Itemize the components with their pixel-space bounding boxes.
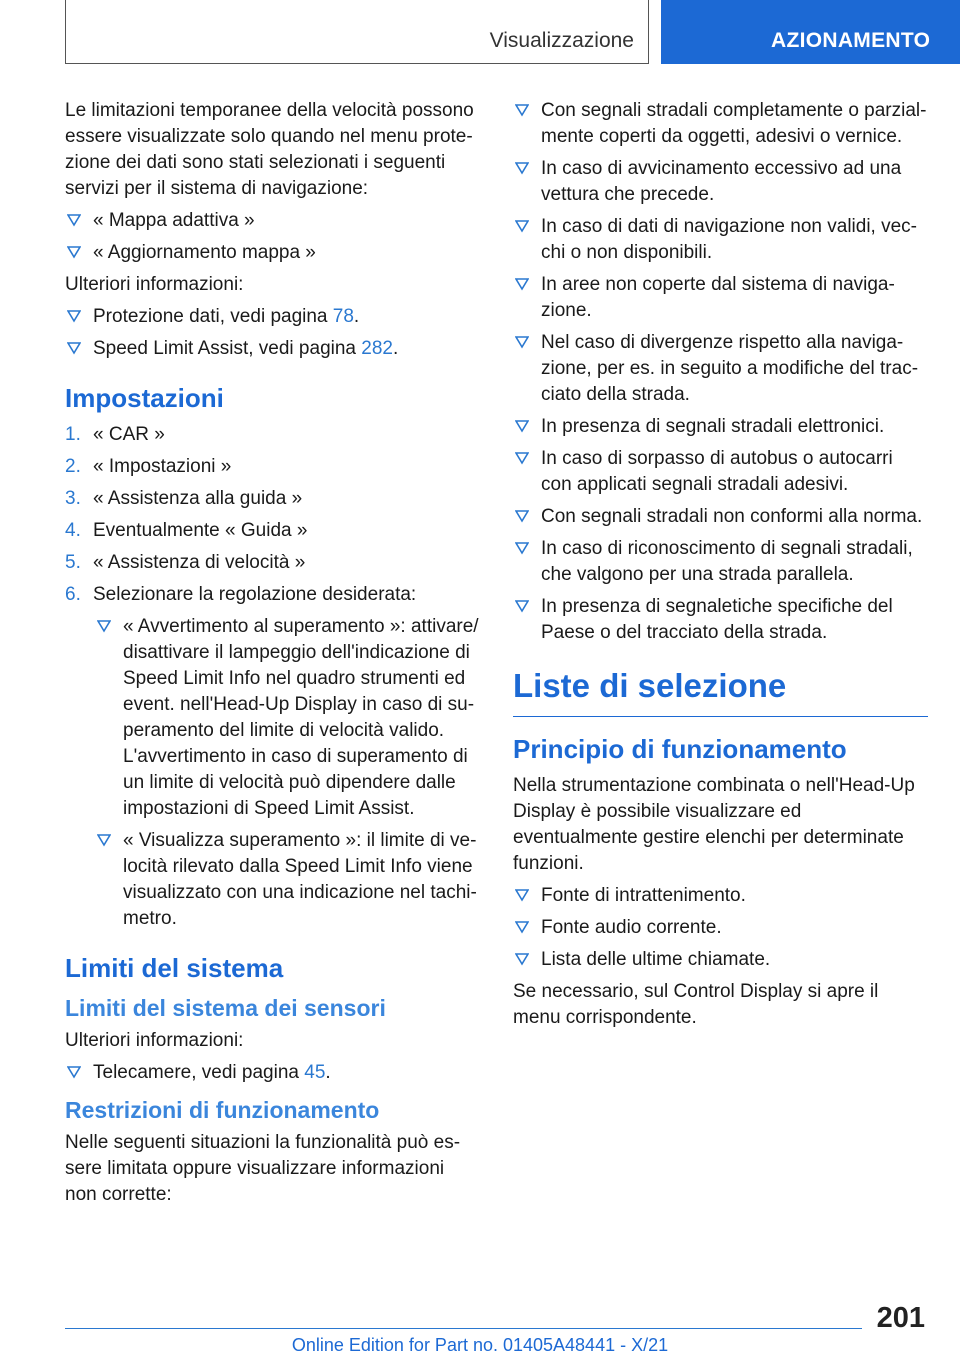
triangle-bullet-icon <box>515 419 529 433</box>
footer-divider <box>65 1328 862 1329</box>
list-item: « Aggiornamento mappa » <box>65 240 480 266</box>
step-item: 2. « Impostazioni » <box>65 456 232 477</box>
triangle-bullet-icon <box>515 161 529 175</box>
principle-heading: Principio di funzionamento <box>513 734 847 764</box>
triangle-bullet-icon <box>67 213 81 227</box>
list-item: In caso di dati di navigazione non validi, vec-chi o non disponibili. <box>513 214 928 266</box>
reference-list <box>65 304 480 362</box>
page-link-45[interactable]: 45 <box>304 1062 326 1083</box>
triangle-bullet-icon <box>515 277 529 291</box>
system-limits-heading: Limiti del sistema <box>65 953 284 983</box>
triangle-bullet-icon <box>97 833 111 847</box>
triangle-bullet-icon <box>515 541 529 555</box>
list-item: Con segnali stradali non conformi alla norma. <box>513 504 928 530</box>
step-item: 4. Eventualmente « Guida » <box>65 520 308 541</box>
list-item: Lista delle ultime chiamate. <box>513 947 928 973</box>
list-item: « Avvertimento al superamento »: attivare/ disattivare il lampeggio dell'indicazione di Speed Limit Info nel quadro strumenti ed event. nell'Head-Up Display in caso di su-peramento del limite di velocità valido. L'avvertimento in caso di superamento di un limite di velocità può dipendere dalle impostazioni di Speed Limit Assist. <box>95 614 480 822</box>
selection-lists-heading: Liste di selezione <box>513 664 928 717</box>
closing-paragraph: Se necessario, sul Control Display si apre il menu corrispondente. <box>513 981 879 1028</box>
more-info-label: Ulteriori informazioni: <box>65 1030 244 1051</box>
principle-paragraph: Nella strumentazione combinata o nell'Head-Up Display è possibile visualizzare ed eventualmente gestire elenchi per determinate funzioni. <box>513 775 915 874</box>
step-item: 5. « Assistenza di velocità » <box>65 552 306 573</box>
triangle-bullet-icon <box>515 219 529 233</box>
list-item: In aree non coperte dal sistema di naviga-zione. <box>513 272 928 324</box>
list-item: Speed Limit Assist, vedi pagina 282. <box>65 336 480 362</box>
list-item: Protezione dati, vedi pagina 78. <box>65 304 480 330</box>
chapter-tab <box>661 0 960 64</box>
list-item: Fonte di intrattenimento. <box>513 883 928 909</box>
triangle-bullet-icon <box>67 341 81 355</box>
left-column <box>65 98 480 1214</box>
list-item: In caso di sorpasso di autobus o autocarri con applicati segnali stradali adesivi. <box>513 446 928 498</box>
triangle-bullet-icon <box>515 335 529 349</box>
intro-list <box>65 208 480 266</box>
triangle-bullet-icon <box>67 309 81 323</box>
list-item: Nel caso di divergenze rispetto alla naviga-zione, per es. in seguito a modifiche del trac-ciato della strada. <box>513 330 928 408</box>
restrictions-heading: Restrizioni di funzionamento <box>65 1097 380 1123</box>
reference-list <box>65 1060 480 1086</box>
restrictions-paragraph: Nelle seguenti situazioni la funzionalità può es-sere limitata oppure visualizzare informazioni non corrette: <box>65 1132 461 1205</box>
list-item: In caso di riconoscimento di segnali stradali, che valgono per una strada parallela. <box>513 536 928 588</box>
page-link-282[interactable]: 282 <box>361 338 393 359</box>
step-item: 6. Selezionare la regolazione desiderata: <box>65 584 417 605</box>
step-item: 1. « CAR » <box>65 424 165 445</box>
step-item: 3. « Assistenza alla guida » <box>65 488 303 509</box>
sensor-limits-heading: Limiti del sistema dei sensori <box>65 995 386 1021</box>
list-item: In presenza di segnaletiche specifiche del Paese o del tracciato della strada. <box>513 594 928 646</box>
list-item: In caso di avvicinamento eccessivo ad una vettura che precede. <box>513 156 928 208</box>
list-item: « Mappa adattiva » <box>65 208 480 234</box>
section-title: Visualizzazione <box>489 29 634 52</box>
more-info-label: Ulteriori informazioni: <box>65 274 244 295</box>
triangle-bullet-icon <box>67 245 81 259</box>
settings-steps <box>65 422 480 932</box>
list-item: In presenza di segnali stradali elettronici. <box>513 414 928 440</box>
step6-options <box>95 614 480 932</box>
settings-heading: Impostazioni <box>65 383 224 413</box>
page-link-78[interactable]: 78 <box>332 306 354 327</box>
right-column <box>513 98 928 1037</box>
restrictions-list <box>513 98 928 646</box>
triangle-bullet-icon <box>515 451 529 465</box>
intro-paragraph: Le limitazioni temporanee della velocità possono essere visualizzate solo quando nel menu prote-zione dei dati sono stati selezionati i seguenti servizi per il sistema di navigazione: <box>65 100 474 199</box>
triangle-bullet-icon <box>515 509 529 523</box>
triangle-bullet-icon <box>515 599 529 613</box>
header-section-box <box>65 0 649 64</box>
triangle-bullet-icon <box>515 888 529 902</box>
principle-list <box>513 883 928 973</box>
list-item: Fonte audio corrente. <box>513 915 928 941</box>
list-item: « Visualizza superamento »: il limite di ve-locità rilevato dalla Speed Limit Info viene visualizzato con una indicazione nel tachi-metro. <box>95 828 480 932</box>
page-number: 201 <box>876 1302 925 1334</box>
chapter-title: AZIONAMENTO <box>771 29 931 52</box>
triangle-bullet-icon <box>515 920 529 934</box>
triangle-bullet-icon <box>515 103 529 117</box>
edition-footer: Online Edition for Part no. 01405A48441 - X/21 <box>291 1335 669 1355</box>
list-item: Telecamere, vedi pagina 45. <box>65 1060 480 1086</box>
triangle-bullet-icon <box>97 619 111 633</box>
triangle-bullet-icon <box>67 1065 81 1079</box>
triangle-bullet-icon <box>515 952 529 966</box>
list-item: Con segnali stradali completamente o parzial-mente coperti da oggetti, adesivi o vernice. <box>513 98 928 150</box>
